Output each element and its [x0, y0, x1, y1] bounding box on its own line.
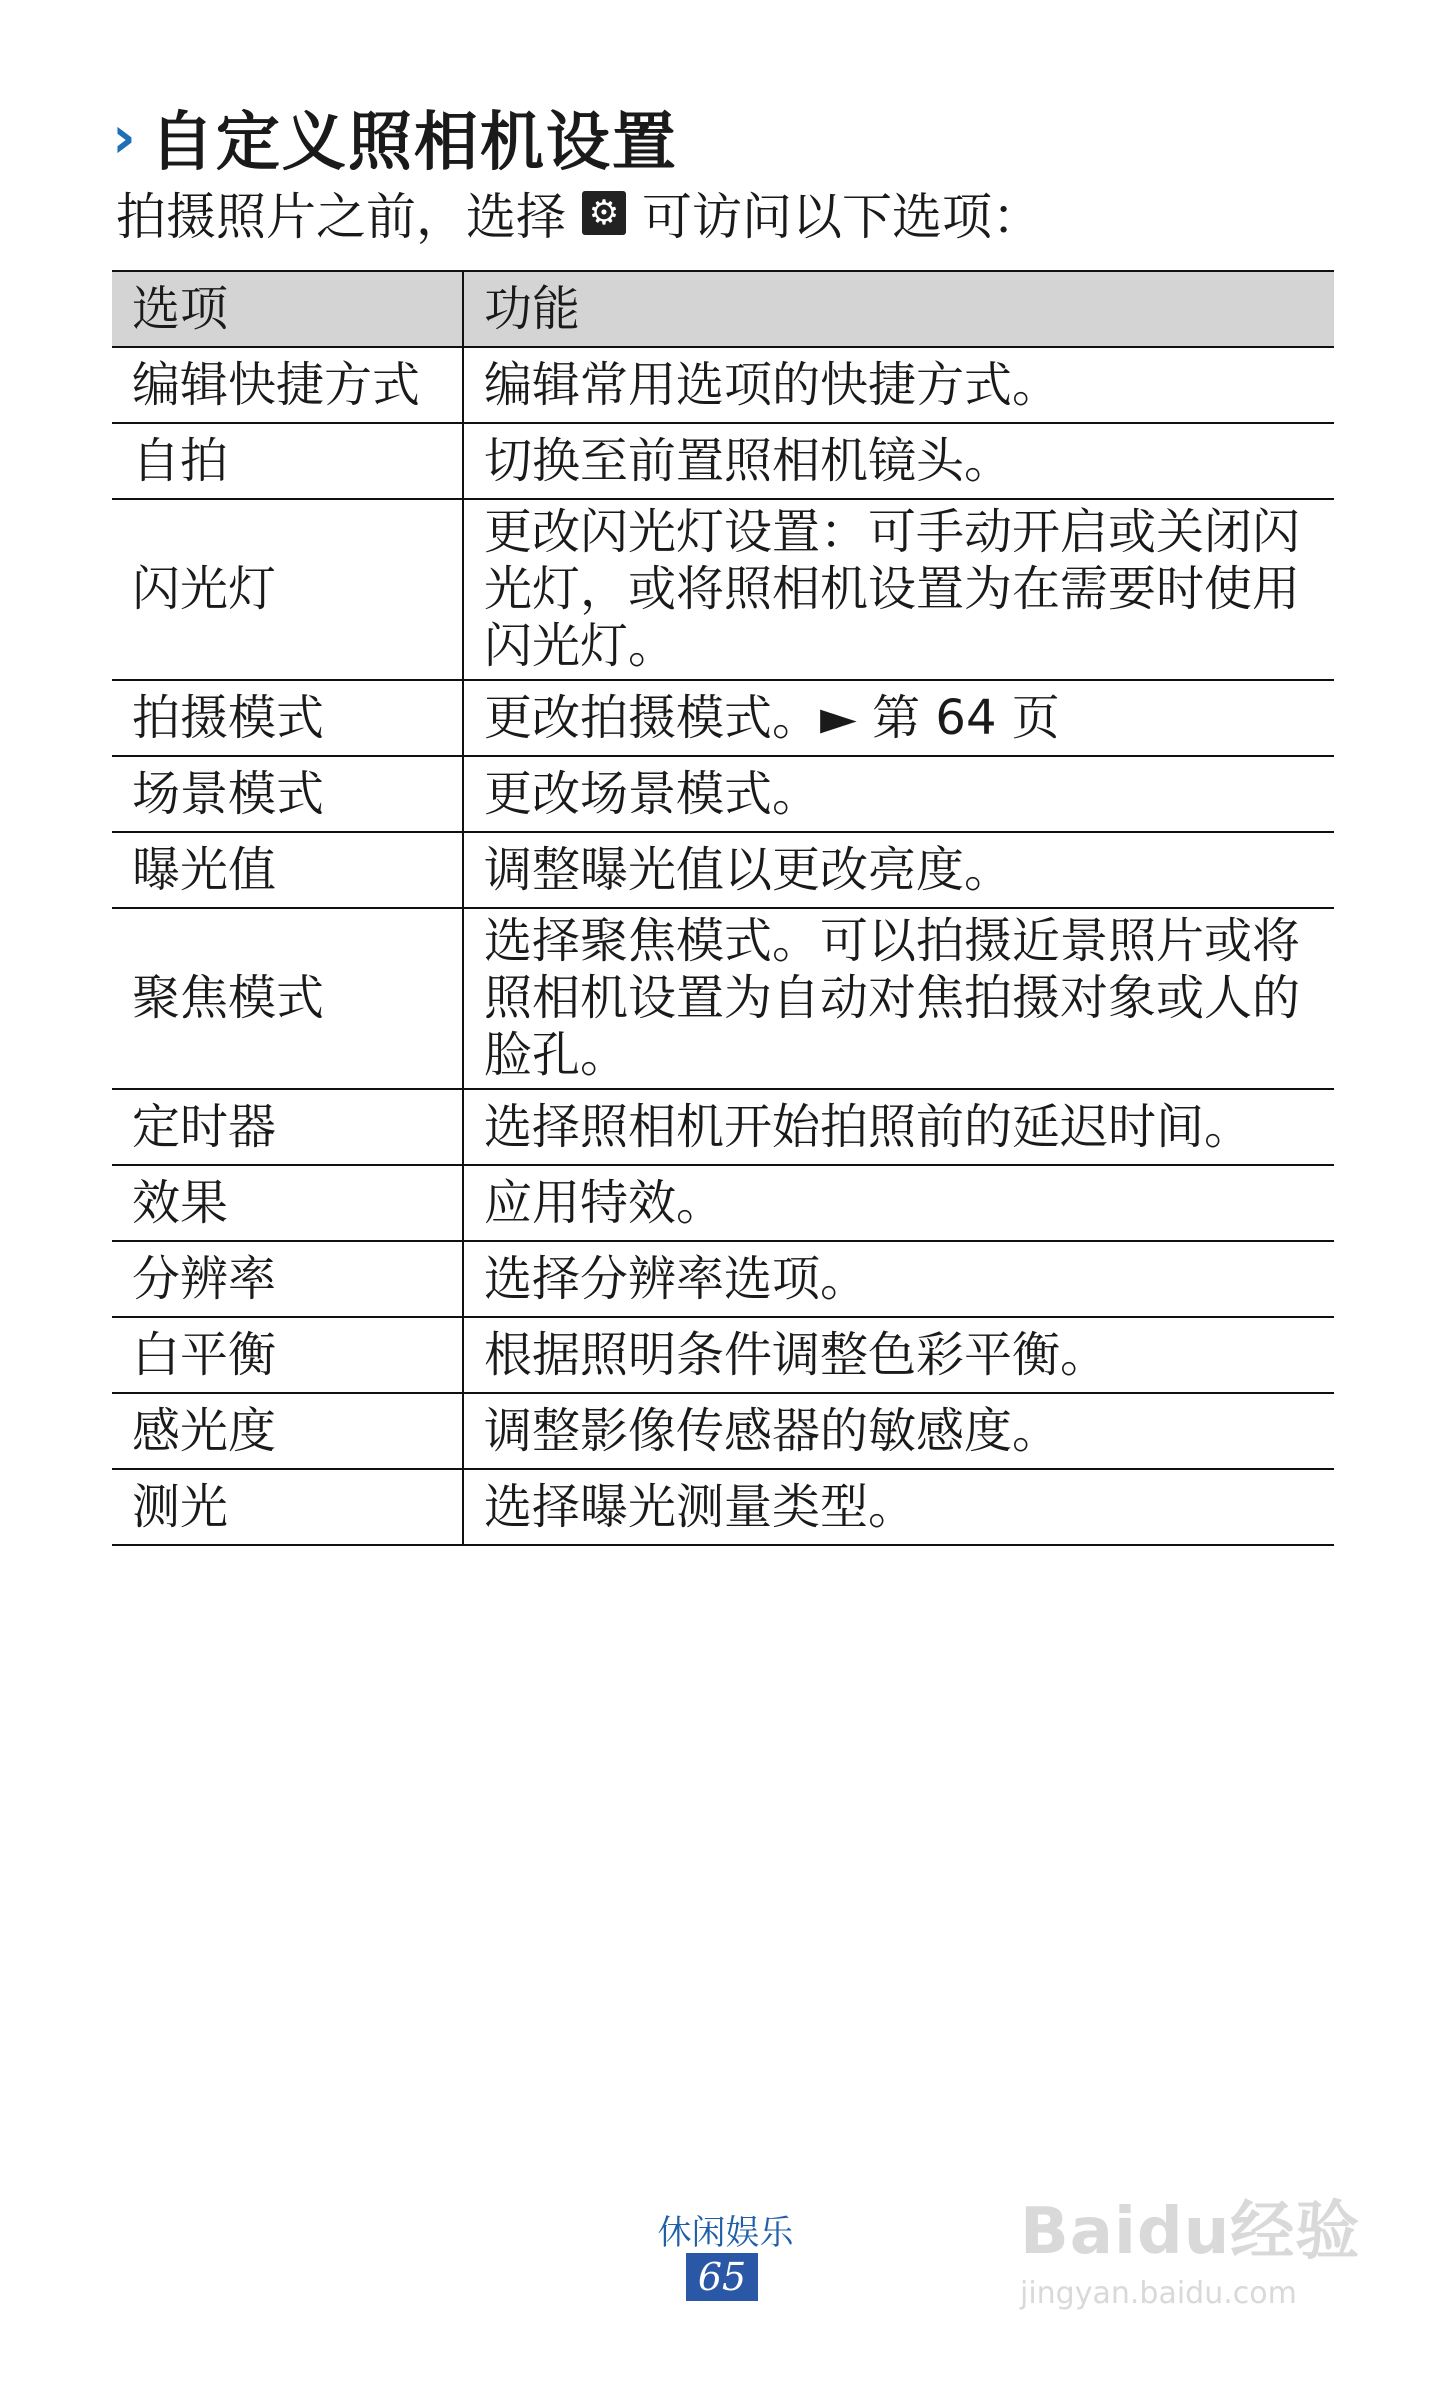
- column-header-option: 选项: [112, 271, 463, 347]
- page-title: 自定义照相机设置: [149, 106, 678, 180]
- watermark-logo: Baidu经验: [1020, 2195, 1361, 2269]
- option-cell: 效果: [112, 1165, 463, 1241]
- option-cell: 场景模式: [112, 756, 463, 832]
- function-cell: 切换至前置照相机镜头。: [484, 432, 1013, 489]
- option-cell: 测光: [112, 1469, 463, 1545]
- table-row: [112, 1317, 1334, 1393]
- option-cell: 分辨率: [112, 1241, 463, 1317]
- table-row: [112, 1241, 1334, 1317]
- function-cell: 选择曝光测量类型。: [484, 1478, 917, 1535]
- chevron-right-icon: ›: [112, 103, 136, 171]
- intro-paragraph: [116, 178, 1042, 248]
- section-heading: [112, 92, 678, 182]
- table-row: [112, 1469, 1334, 1545]
- watermark: [1020, 2180, 1420, 2340]
- table-row: [112, 423, 1334, 499]
- option-cell: 拍摄模式: [112, 680, 463, 756]
- function-cell: 选择聚焦模式。可以拍摄近景照片或将照相机设置为自动对焦拍摄对象或人的脸孔。: [484, 913, 1301, 1083]
- option-cell: 曝光值: [112, 832, 463, 908]
- table-header-row: [112, 271, 1334, 347]
- column-header-function: 功能: [484, 280, 581, 337]
- intro-text-before: 拍摄照片之前，选择: [116, 188, 566, 246]
- gear-icon: ⚙: [582, 191, 626, 235]
- intro-text-after: 可访问以下选项：: [642, 188, 1042, 246]
- function-cell: 更改拍摄模式。► 第 64 页: [484, 689, 1060, 746]
- option-cell: 聚焦模式: [112, 908, 463, 1089]
- table-row: [112, 908, 1334, 1089]
- function-cell: 更改场景模式。: [484, 765, 821, 822]
- settings-table: [112, 270, 1334, 1546]
- footer-section-label: 休闲娱乐: [657, 2213, 794, 2253]
- option-cell: 闪光灯: [112, 499, 463, 680]
- option-cell: 白平衡: [112, 1317, 463, 1393]
- function-cell: 选择分辨率选项。: [484, 1250, 869, 1307]
- function-cell: 选择照相机开始拍照前的延迟时间。: [484, 1098, 1253, 1155]
- table-row: [112, 1165, 1334, 1241]
- function-cell: 编辑常用选项的快捷方式。: [484, 356, 1061, 413]
- option-cell: 定时器: [112, 1089, 463, 1165]
- option-cell: 感光度: [112, 1393, 463, 1469]
- function-cell: 应用特效。: [484, 1174, 725, 1231]
- function-cell: 调整曝光值以更改亮度。: [484, 841, 1013, 898]
- table-row: [112, 1393, 1334, 1469]
- table-row: [112, 832, 1334, 908]
- table-row: [112, 756, 1334, 832]
- table-row: [112, 680, 1334, 756]
- table-row: [112, 347, 1334, 423]
- option-cell: 编辑快捷方式: [112, 347, 463, 423]
- table-row: [112, 1089, 1334, 1165]
- watermark-url: jingyan.baidu.com: [1020, 2276, 1297, 2311]
- page-number-badge: 65: [686, 2253, 758, 2301]
- function-cell: 更改闪光灯设置：可手动开启或关闭闪光灯，或将照相机设置为在需要时使用闪光灯。: [484, 504, 1301, 674]
- function-cell: 根据照明条件调整色彩平衡。: [484, 1326, 1109, 1383]
- option-cell: 自拍: [112, 423, 463, 499]
- function-cell: 调整影像传感器的敏感度。: [484, 1402, 1061, 1459]
- table-row: [112, 499, 1334, 680]
